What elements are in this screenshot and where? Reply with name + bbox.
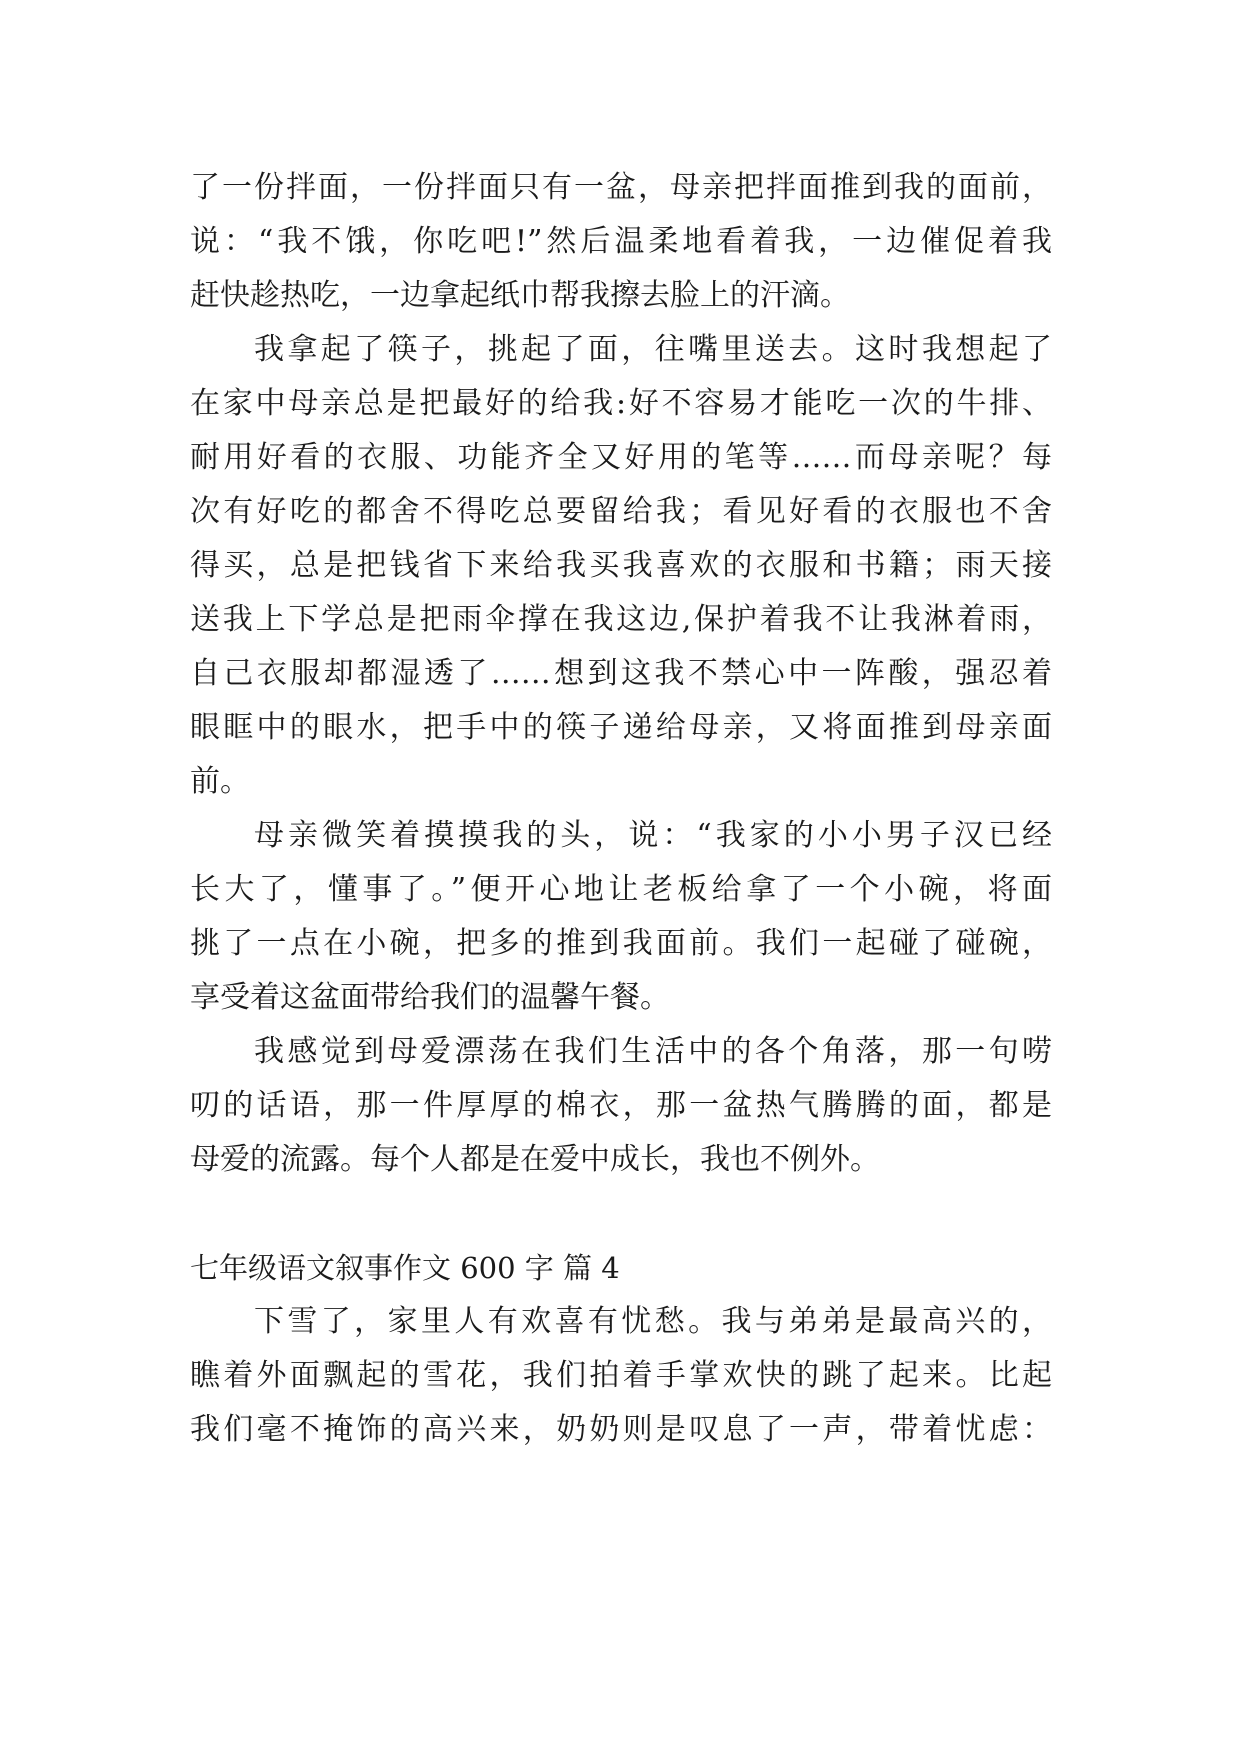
text-line: 得买，总是把钱省下来给我买我喜欢的衣服和书籍；雨天接	[190, 548, 1052, 583]
text-line: 前。	[190, 764, 250, 799]
text-line: 了一份拌面，一份拌面只有一盆，母亲把拌面推到我的面前，	[190, 170, 1052, 205]
text-line: 眼眶中的眼水，把手中的筷子递给母亲，又将面推到母亲面	[190, 710, 1052, 745]
text-line: 说：“我不饿，你吃吧!”然后温柔地看着我，一边催促着我	[190, 224, 1052, 259]
text-line: 自己衣服却都湿透了……想到这我不禁心中一阵酸，强忍着	[190, 656, 1052, 691]
text-line: 母爱的流露。每个人都是在爱中成长，我也不例外。	[190, 1142, 880, 1177]
text-line: 赶快趁热吃，一边拿起纸巾帮我擦去脸上的汗滴。	[190, 278, 850, 313]
paragraph-first-line: 我拿起了筷子，挑起了面，往嘴里送去。这时我想起了	[254, 332, 1052, 367]
section-heading: 七年级语文叙事作文 600 字 篇 4	[190, 1251, 620, 1285]
text-line: 叨的话语，那一件厚厚的棉衣，那一盆热气腾腾的面，都是	[190, 1088, 1052, 1123]
text-line: 送我上下学总是把雨伞撑在我这边,保护着我不让我淋着雨，	[190, 602, 1052, 637]
text-line: 在家中母亲总是把最好的给我:好不容易才能吃一次的牛排、	[190, 386, 1052, 421]
paragraph-first-line: 我感觉到母爱漂荡在我们生活中的各个角落，那一句唠	[254, 1034, 1052, 1069]
paragraph-first-line: 下雪了，家里人有欢喜有忧愁。我与弟弟是最高兴的，	[254, 1304, 1052, 1339]
text-line: 次有好吃的都舍不得吃总要留给我；看见好看的衣服也不舍	[190, 494, 1052, 529]
text-line: 长大了，懂事了。”便开心地让老板给拿了一个小碗，将面	[190, 872, 1052, 907]
text-line: 耐用好看的衣服、功能齐全又好用的笔等……而母亲呢？每	[190, 440, 1052, 475]
text-line: 瞧着外面飘起的雪花，我们拍着手掌欢快的跳了起来。比起	[190, 1358, 1052, 1393]
text-line: 我们毫不掩饰的高兴来，奶奶则是叹息了一声，带着忧虑：	[190, 1412, 1052, 1447]
paragraph-first-line: 母亲微笑着摸摸我的头，说：“我家的小小男子汉已经	[254, 818, 1052, 853]
text-line: 挑了一点在小碗，把多的推到我面前。我们一起碰了碰碗，	[190, 926, 1052, 961]
text-line: 享受着这盆面带给我们的温馨午餐。	[190, 980, 670, 1015]
